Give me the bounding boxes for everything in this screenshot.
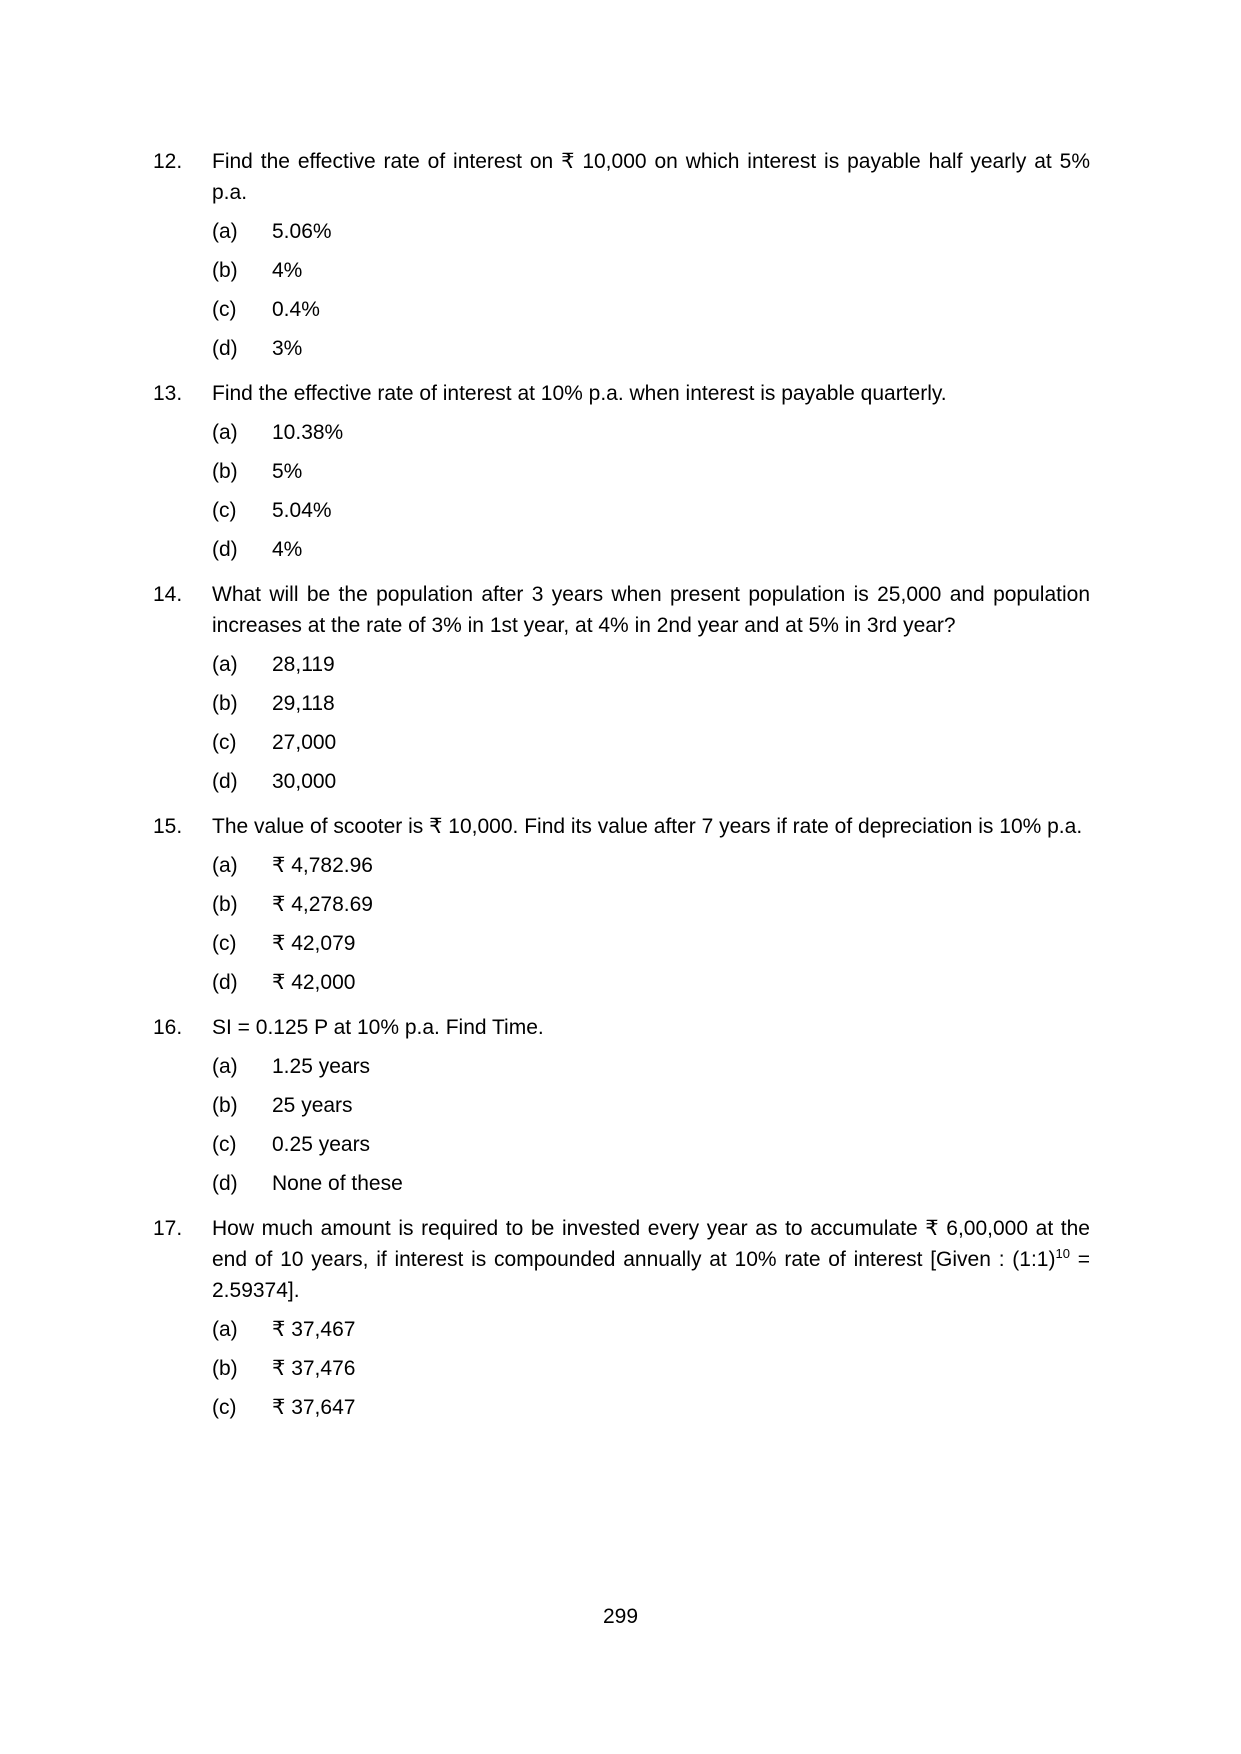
option-value: ₹ 37,476 xyxy=(272,1357,356,1380)
question-body xyxy=(212,811,1090,998)
question-body xyxy=(212,378,1090,565)
option-value: 25 years xyxy=(272,1094,353,1117)
option-row xyxy=(212,534,1090,565)
option-label: (b) xyxy=(212,460,238,483)
option-value: 3% xyxy=(272,337,303,360)
option-value: 28,119 xyxy=(272,653,335,676)
option-label: (b) xyxy=(212,1094,238,1117)
option-row xyxy=(212,928,1090,959)
option-row xyxy=(212,649,1090,680)
question-number: 13. xyxy=(153,382,183,405)
option-row xyxy=(212,1051,1090,1082)
option-row xyxy=(212,850,1090,881)
question-text-segment: How much amount is required to be invested every year as to accumulate ₹ 6,00,000 at the end of 10 years, if interest is compounded annually at 10% rate of interest [Given : (1:1) xyxy=(212,1217,1090,1271)
option-value: ₹ 37,467 xyxy=(272,1318,356,1341)
option-row xyxy=(212,1090,1090,1121)
question-number: 15. xyxy=(153,815,183,838)
question-number: 16. xyxy=(153,1016,183,1039)
option-row xyxy=(212,333,1090,364)
options-list xyxy=(212,216,1090,364)
question-block-12 xyxy=(153,146,1090,364)
option-row xyxy=(212,495,1090,526)
option-row xyxy=(212,889,1090,920)
question-body xyxy=(212,579,1090,797)
option-value: 1.25 years xyxy=(272,1055,371,1078)
question-block-15 xyxy=(153,811,1090,998)
option-label: (a) xyxy=(212,220,238,243)
option-value: ₹ 37,647 xyxy=(272,1396,356,1419)
option-value: 5.06% xyxy=(272,220,332,243)
option-value: 10.38% xyxy=(272,421,344,444)
option-value: 5% xyxy=(272,460,303,483)
options-list xyxy=(212,850,1090,998)
option-row xyxy=(212,967,1090,998)
option-row xyxy=(212,727,1090,758)
option-value: 4% xyxy=(272,259,303,282)
option-label: (a) xyxy=(212,653,238,676)
questions-list xyxy=(153,146,1090,1423)
option-value: ₹ 42,079 xyxy=(272,932,356,955)
option-value: ₹ 4,278.69 xyxy=(272,893,373,916)
question-block-14 xyxy=(153,579,1090,797)
option-row xyxy=(212,1353,1090,1384)
option-label: (d) xyxy=(212,337,238,360)
question-block-17 xyxy=(153,1213,1090,1423)
question-number: 17. xyxy=(153,1217,183,1240)
option-label: (b) xyxy=(212,692,238,715)
option-label: (b) xyxy=(212,259,238,282)
option-value: 0.4% xyxy=(272,298,320,321)
option-value: 30,000 xyxy=(272,770,337,793)
question-number: 12. xyxy=(153,150,183,173)
option-label: (d) xyxy=(212,538,238,561)
question-body xyxy=(212,1012,1090,1199)
option-label: (b) xyxy=(212,1357,238,1380)
question-text: Find the effective rate of interest on ₹ 10,000 on which interest is payable half yearly at 5% p.a. xyxy=(212,150,1090,204)
option-value: ₹ 42,000 xyxy=(272,971,356,994)
options-list xyxy=(212,1314,1090,1423)
question-number: 14. xyxy=(153,583,183,606)
option-row xyxy=(212,688,1090,719)
option-label: (a) xyxy=(212,854,238,877)
options-list xyxy=(212,649,1090,797)
question-text xyxy=(212,1213,1090,1306)
question-text-segment: = 2.59374]. xyxy=(212,1248,1090,1302)
option-label: (c) xyxy=(212,731,237,754)
question-block-13 xyxy=(153,378,1090,565)
superscript-exponent: 10 xyxy=(1055,1246,1070,1261)
option-value: 29,118 xyxy=(272,692,335,715)
option-label: (b) xyxy=(212,893,238,916)
options-list xyxy=(212,1051,1090,1199)
option-label: (d) xyxy=(212,971,238,994)
option-row xyxy=(212,216,1090,247)
option-row xyxy=(212,456,1090,487)
question-text: Find the effective rate of interest at 10% p.a. when interest is payable quarterly. xyxy=(212,382,947,405)
option-row xyxy=(212,766,1090,797)
question-text: SI = 0.125 P at 10% p.a. Find Time. xyxy=(212,1016,544,1039)
option-row xyxy=(212,255,1090,286)
option-label: (c) xyxy=(212,1133,237,1156)
option-value: 5.04% xyxy=(272,499,332,522)
option-label: (c) xyxy=(212,932,237,955)
option-value: 4% xyxy=(272,538,303,561)
option-value: 0.25 years xyxy=(272,1133,371,1156)
question-body xyxy=(212,1213,1090,1423)
question-body xyxy=(212,146,1090,364)
option-row xyxy=(212,1314,1090,1345)
option-row xyxy=(212,417,1090,448)
option-row xyxy=(212,1392,1090,1423)
option-label: (c) xyxy=(212,1396,237,1419)
question-text: What will be the population after 3 years when present population is 25,000 and population increases at the rate of 3% in 1st year, at 4% in 2nd year and at 5% in 3rd year? xyxy=(212,583,1090,637)
options-list xyxy=(212,417,1090,565)
option-value: None of these xyxy=(272,1172,403,1195)
option-label: (c) xyxy=(212,298,237,321)
option-value: ₹ 4,782.96 xyxy=(272,854,373,877)
option-label: (d) xyxy=(212,770,238,793)
option-value: 27,000 xyxy=(272,731,337,754)
option-label: (c) xyxy=(212,499,237,522)
option-label: (a) xyxy=(212,1318,238,1341)
question-block-16 xyxy=(153,1012,1090,1199)
option-row xyxy=(212,1129,1090,1160)
option-label: (a) xyxy=(212,1055,238,1078)
option-row xyxy=(212,294,1090,325)
option-row xyxy=(212,1168,1090,1199)
page-number: 299 xyxy=(602,1605,639,1628)
option-label: (a) xyxy=(212,421,238,444)
option-label: (d) xyxy=(212,1172,238,1195)
question-text: The value of scooter is ₹ 10,000. Find its value after 7 years if rate of depreciation is 10% p.a. xyxy=(212,815,1083,838)
